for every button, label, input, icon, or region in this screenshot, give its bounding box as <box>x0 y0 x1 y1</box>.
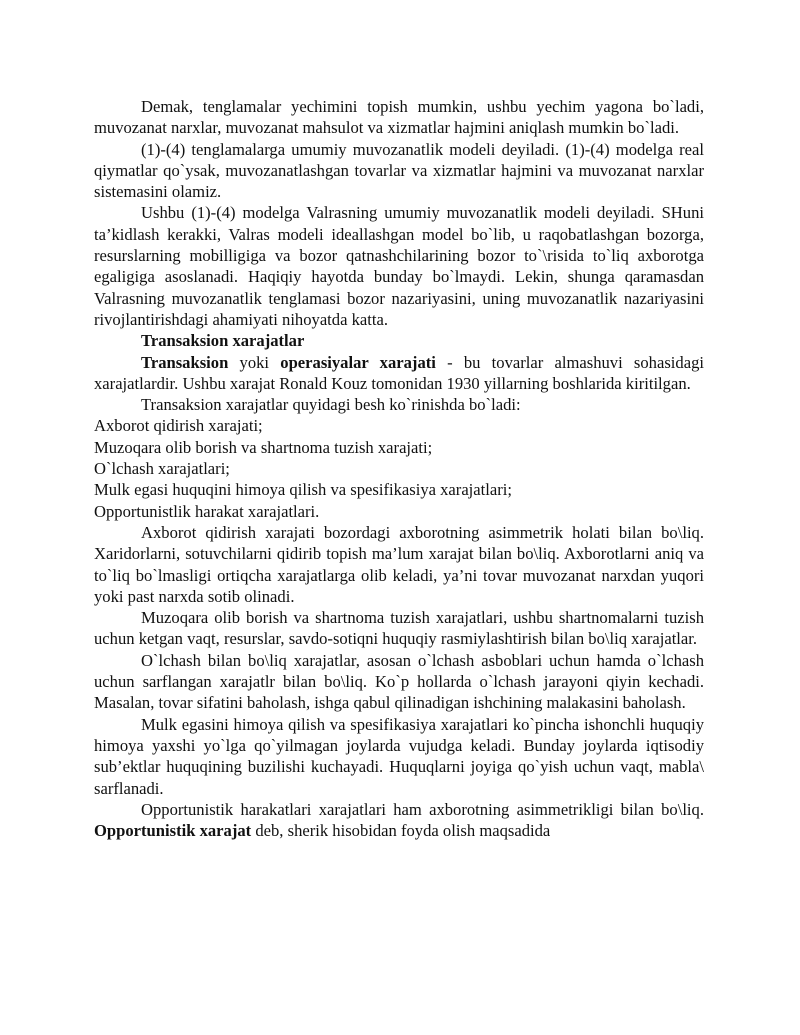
document-page <box>94 96 704 841</box>
list-item: O`lchash xarajatlari; <box>94 459 230 479</box>
connector-text: yoki <box>228 352 281 372</box>
list-item: Opportunistlik harakat xarajatlari. <box>94 501 320 521</box>
section-heading: Transaksion xarajatlar <box>141 331 305 351</box>
paragraph-equilibrium-solution: Demak, tenglamalar yechimini topish mumkin, ushbu yechim yagona bo`ladi, muvozanat narxlar, muvozanat mahsulot va xizmatlar hajmini aniqlash mumkin bo`ladi. <box>94 97 704 138</box>
list-item: Mulk egasi huquqini himoya qilish va spesifikasiya xarajatlari; <box>94 480 512 500</box>
paragraph-list-intro: Transaksion xarajatlar quyidagi besh ko`rinishda bo`ladi: <box>141 395 521 415</box>
term-operasiyalar-xarajati: operasiyalar xarajati <box>280 352 436 372</box>
paragraph-measurement: O`lchash bilan bo\liq xarajatlar, asosan o`lchash asboblari uchun hamda o`lchash uchun sarflangan xarajatlr bilan bo\liq. Ko`p hollarda o`lchash jarayoni qiyin kechadi. Masalan, tovar sifatini baholash, ishga qabul qilinadigan ishchining malakasini baholash. <box>94 650 704 713</box>
term-transaksion: Transaksion <box>141 352 229 372</box>
paragraph-transaction-definition <box>94 352 704 395</box>
opportunistic-intro-text: Opportunistik harakatlari xarajatlari ham axborotning asimmetrikligi bilan bo\liq. <box>141 799 704 819</box>
paragraph-walras-model: Ushbu (1)-(4) modelga Valrasning umumiy muvozanatlik modeli deyiladi. SHuni ta’kidlash kerakki, Valras modeli ideallashgan model bo`lib, u raqobatlashgan bozorga, resurslarning mobilligiga va bozor qatnashchilarining bozor to`\risida to`liq axborotga egaligiga asoslanadi. Haqiqiy hayotda bunday bo`lmaydi. Lekin, shunga qaramasdan Valrasning muvozanatlik tenglamasi bozor nazariyasini, uning muvozanatlik nazariyasini rivojlantirishdagi ahamiyati nihoyatda katta. <box>94 203 704 329</box>
opportunistic-rest-text: deb, sherik hisobidan foyda olish maqsadida <box>251 821 551 841</box>
paragraph-information-search: Axborot qidirish xarajati bozordagi axborotning asimmetrik holati bilan bo\liq. Xaridorlarni, sotuvchilarni qidirib topish ma’lum xarajat bilan bo\liq. Axborotlarni aniq va to`liq bo`lmasligi ortiqcha xarajatlarga olib keladi, ya’ni tovar muvozanat narxdan yuqori yoki past narxda sotib olinadi. <box>94 522 704 606</box>
paragraph-opportunistic <box>94 799 704 842</box>
definition-text: - bu tovarlar almashuvi sohasidagi xarajatlardir. Ushbu xarajat Ronald Kouz tomonidan 1930 yillarning boshlarida kiritilgan. <box>94 352 704 393</box>
list-item: Axborot qidirish xarajati; <box>94 416 263 436</box>
paragraph-general-equilibrium-model: (1)-(4) tenglamalarga umumiy muvozanatlik modeli deyiladi. (1)-(4) modelga real qiymatlar qo`ysak, muvozanatlashgan tovarlar va xizmatlar hajmini va muvozanat narxlar sistemasini olamiz. <box>94 139 704 202</box>
list-item: Muzoqara olib borish va shartnoma tuzish xarajati; <box>94 437 433 457</box>
term-opportunistik-xarajat: Opportunistik xarajat <box>94 821 252 841</box>
paragraph-property-rights: Mulk egasini himoya qilish va spesifikasiya xarajatlari ko`pincha ishonchli huquqiy himoya yaxshi yo`lga qo`yilmagan joylarda vujudga keladi. Bunday joylarda iqtisodiy sub’ektlar huquqining buzilishi kuchayadi. Huquqlarni joyiga qo`yish uchun vaqt, mabla\ sarflanadi. <box>94 714 704 798</box>
paragraph-negotiation: Muzoqara olib borish va shartnoma tuzish xarajatlari, ushbu shartnomalarni tuzish uchun ketgan vaqt, resurslar, savdo-sotiqni huquqiy rasmiylashtirish bilan bo\liq xarajatlar. <box>94 608 704 649</box>
